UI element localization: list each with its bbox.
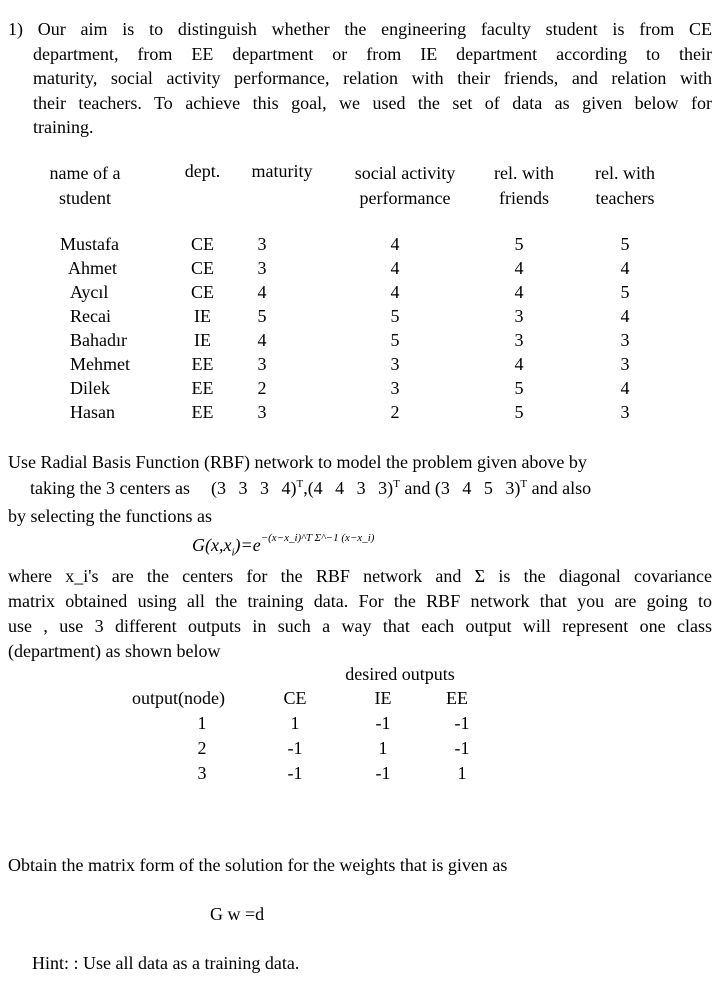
outputs-col-node: [190, 711, 214, 786]
table-cell: CE: [190, 282, 214, 302]
table-cell: 3: [257, 402, 267, 422]
table-cell: 1: [290, 713, 300, 733]
table-cell: 3: [257, 354, 267, 374]
table-cell: 5: [514, 402, 524, 422]
table-cell: 1: [457, 763, 467, 783]
intro-line-1: 1) Our aim is to distinguish whether the engineering faculty student is from CE: [8, 19, 712, 39]
table-cell: CE: [190, 258, 214, 278]
outputs-col-ie: [368, 711, 398, 786]
table-cell: Ahmet: [68, 258, 117, 278]
table-cell: 4: [257, 330, 267, 350]
table-cell: 3: [620, 402, 630, 422]
formula-exponent: −(x−x_i)^T Σ^−1 (x−x_i): [260, 532, 375, 544]
rbf-line-1: Use Radial Basis Function (RBF) network to model the problem given above by: [8, 452, 587, 472]
table-cell: 3: [257, 234, 267, 254]
outputs-header-node: output(node): [132, 688, 225, 708]
table-cell: 1: [378, 738, 388, 758]
problem-intro: [8, 17, 712, 140]
table-cell: -1: [454, 713, 470, 733]
table-cell: 4: [390, 258, 400, 278]
intro-line-2: department, from EE department or from IE department according to their: [33, 43, 712, 64]
table-cell: 3: [514, 330, 524, 350]
where-line-4: (department) as shown below: [8, 641, 221, 661]
table-cell: 5: [390, 330, 400, 350]
outputs-col-ee: [447, 711, 477, 786]
table-cell: IE: [194, 306, 211, 326]
header-dept: dept.: [184, 161, 221, 181]
intro-line-3: maturity, social activity performance, relation with their friends, and relation with: [33, 68, 712, 88]
table-cell: 3: [390, 354, 400, 374]
table-cell: 3: [514, 306, 524, 326]
table-cell: 4: [620, 306, 630, 326]
table-cell: Recai: [70, 306, 111, 326]
outputs-header-ie: IE: [374, 688, 392, 708]
column-name: [52, 232, 162, 424]
table-cell: -1: [454, 738, 470, 758]
table-cell: 2: [390, 402, 400, 422]
table-cell: 5: [620, 282, 630, 302]
table-cell: CE: [190, 234, 214, 254]
table-cell: 2: [257, 378, 267, 398]
table-cell: Mehmet: [70, 354, 130, 374]
table-cell: EE: [191, 402, 214, 422]
outputs-header-ce: CE: [283, 688, 307, 708]
table-cell: EE: [191, 354, 214, 374]
rbf-centers-prefix: taking the 3 centers as: [30, 478, 190, 498]
table-cell: 4: [514, 282, 524, 302]
obtain-instruction: Obtain the matrix form of the solution for the weights that is given as: [8, 855, 508, 875]
table-cell: -1: [375, 713, 391, 733]
intro-line-5: training.: [33, 117, 94, 137]
table-cell: -1: [375, 763, 391, 783]
table-cell: 4: [390, 282, 400, 302]
column-dept: [180, 232, 225, 424]
table-cell: IE: [194, 330, 211, 350]
header-maturity: maturity: [251, 161, 313, 181]
table-cell: Hasan: [70, 402, 115, 422]
header-friends: rel. with friends: [494, 163, 554, 208]
table-cell: 3: [197, 763, 207, 783]
table-cell: 2: [197, 738, 207, 758]
column-teachers: [613, 232, 637, 424]
table-cell: 3: [257, 258, 267, 278]
table-cell: 4: [514, 354, 524, 374]
header-teachers: rel. with teachers: [595, 163, 655, 208]
table-cell: 5: [620, 234, 630, 254]
rbf-line-3: by selecting the functions as: [8, 506, 212, 526]
outputs-header-ee: EE: [446, 688, 468, 708]
table-cell: 4: [620, 258, 630, 278]
rbf-where-paragraph: [8, 564, 712, 664]
center-2: (4 4 3 3)$^T$: [307, 478, 400, 498]
table-cell: 5: [514, 234, 524, 254]
table-cell: 4: [390, 234, 400, 254]
table-cell: -1: [287, 763, 303, 783]
table-cell: 5: [390, 306, 400, 326]
table-cell: 5: [257, 306, 267, 326]
table-cell: 4: [257, 282, 267, 302]
center-1: (3 3 3 4)$^T$: [210, 478, 304, 498]
where-line-2: matrix obtained using all the training data. For the RBF network that you are going to: [8, 591, 712, 611]
rbf-line-2: taking the 3 centers as (3 3 3 4)$^T$,(4 4 3 3)$^T$ and (3 4 5 3)$^T$ and also: [30, 478, 592, 498]
table-cell: Aycıl: [70, 282, 109, 302]
table-cell: 4: [620, 378, 630, 398]
header-social: social activity performance: [354, 163, 456, 208]
table-cell: -1: [287, 738, 303, 758]
table-cell: 4: [514, 258, 524, 278]
intro-line-4: their teachers. To achieve this goal, we used the set of data as given below for: [33, 92, 712, 113]
center-3: (3 4 5 3)$^T$: [434, 478, 528, 498]
table-cell: 3: [620, 354, 630, 374]
where-line-3: use , use 3 different outputs in such a way that each output will represent one class: [8, 616, 712, 636]
table-cell: Mustafa: [60, 234, 119, 254]
column-friends: [507, 232, 531, 424]
table-cell: Bahadır: [70, 330, 127, 350]
hint: Hint: : Use all data as a training data.: [32, 953, 300, 973]
table-cell: Dilek: [70, 378, 110, 398]
outputs-col-ce: [280, 711, 310, 786]
outputs-caption: desired outputs: [345, 664, 455, 684]
table-cell: 5: [514, 378, 524, 398]
header-name: name of a student: [49, 163, 121, 208]
table-cell: EE: [191, 378, 214, 398]
where-line-1: where x_i's are the centers for the RBF network and Σ is the diagonal covariance: [8, 566, 712, 586]
table-cell: 3: [390, 378, 400, 398]
equation: G w =d: [210, 904, 265, 924]
column-social: [383, 232, 407, 424]
column-maturity: [250, 232, 274, 424]
rbf-formula: $G(x,x_i)=e^{-(x-x\_i)\^{}T \Sigma\^{}-1 (x-x\_i)}$: [192, 532, 375, 559]
table-cell: 1: [197, 713, 207, 733]
table-cell: 3: [620, 330, 630, 350]
